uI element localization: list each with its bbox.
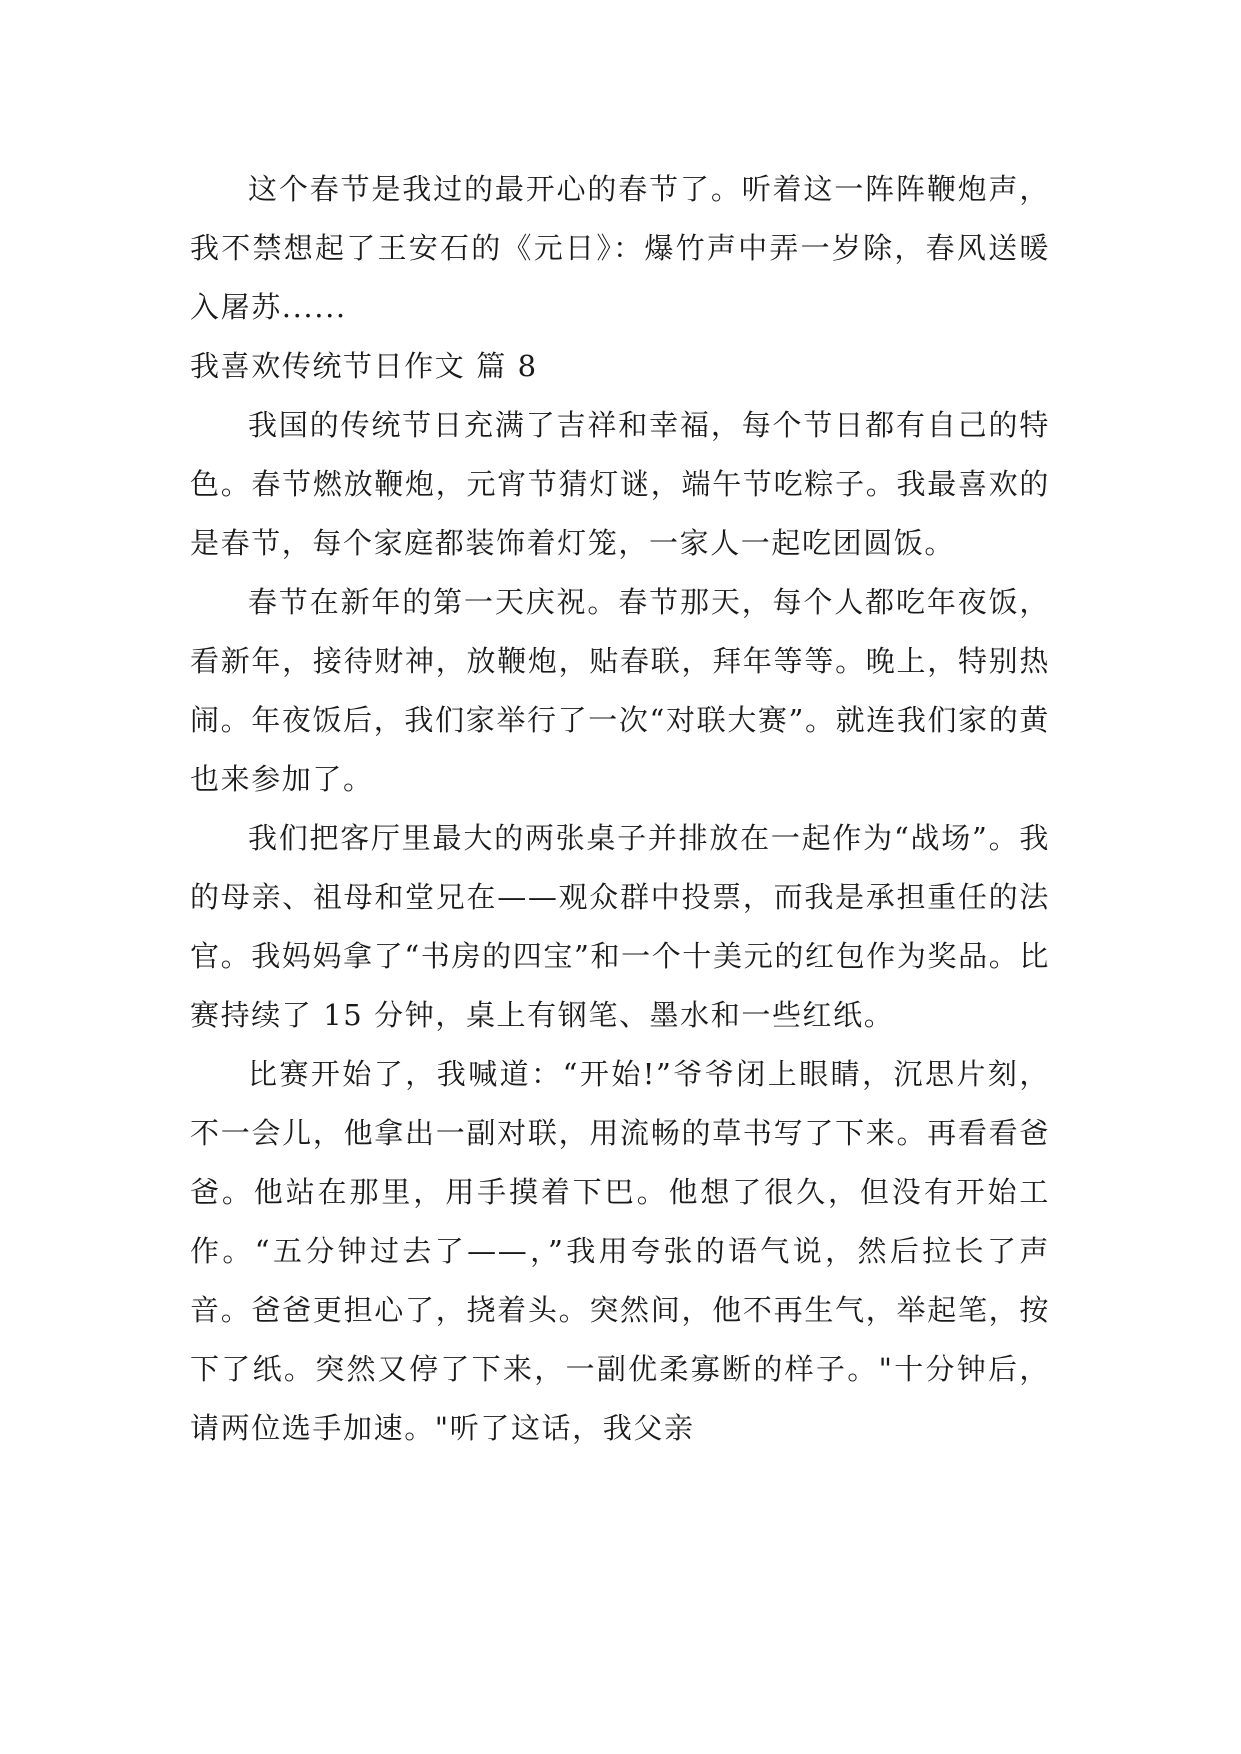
paragraph-new-year-celebration: 春节在新年的第一天庆祝。春节那天，每个人都吃年夜饭，看新年，接待财神，放鞭炮，贴春联，拜年等等。晚上，特别热闹。年夜饭后，我们家举行了一次“对联大赛”。就连我们家的黄也来参加了。 (190, 585, 1050, 796)
paragraph-spring-festival-ending: 这个春节是我过的最开心的春节了。听着这一阵阵鞭炮声，我不禁想起了王安石的《元日》：爆竹声中弄一岁除，春风送暖入屠苏...... (190, 172, 1050, 324)
paragraph-competition-start: 比赛开始了，我喊道：“开始!”爷爷闭上眼睛，沉思片刻，不一会儿，他拿出一副对联，用流畅的草书写了下来。再看看爸爸。他站在那里，用手摸着下巴。他想了很久，但没有开始工作。“五分钟过去了——，”我用夸张的语气说，然后拉长了声音。爸爸更担心了，挠着头。突然间，他不再生气，举起笔，按下了纸。突然又停了下来，一副优柔寡断的样子。"十分钟后，请两位选手加速。"听了这话，我父亲 (190, 1057, 1050, 1445)
paragraph-battlefield-setup: 我们把客厅里最大的两张桌子并排放在一起作为“战场”。我的母亲、祖母和堂兄在——观众群中投票，而我是承担重任的法官。我妈妈拿了“书房的四宝”和一个十美元的红包作为奖品。比赛持续了 15 分钟，桌上有钢笔、墨水和一些红纸。 (190, 821, 1050, 1032)
section-heading: 我喜欢传统节日作文 篇 8 (190, 349, 538, 383)
paragraph-traditional-festivals: 我国的传统节日充满了吉祥和幸福，每个节日都有自己的特色。春节燃放鞭炮，元宵节猜灯谜，端午节吃粽子。我最喜欢的是春节，每个家庭都装饰着灯笼，一家人一起吃团圆饭。 (190, 408, 1050, 560)
document-body (190, 160, 1050, 1458)
